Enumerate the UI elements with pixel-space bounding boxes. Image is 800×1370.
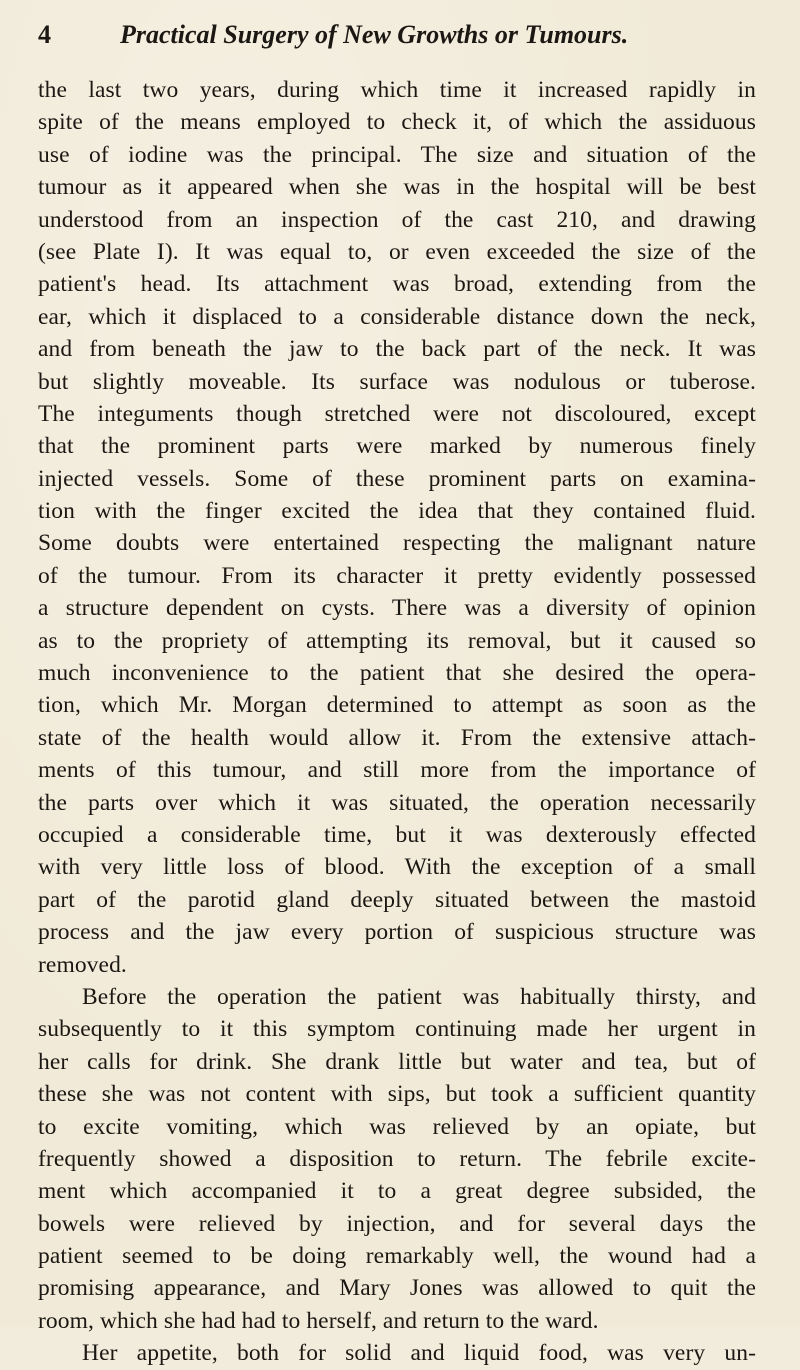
text-line: tumour as it appeared when she was in the hospital will be best (38, 174, 756, 201)
text-line: part of the parotid gland deeply situated between the mastoid (38, 886, 756, 913)
page-number: 4 (38, 20, 51, 49)
paragraph (38, 1337, 756, 1369)
text-line: bowels were relieved by injection, and for several days the (38, 1210, 756, 1237)
text-line: to excite vomiting, which was relieved by an opiate, but (38, 1113, 756, 1140)
body-text (38, 74, 756, 1370)
text-line: process and the jaw every portion of suspicious structure was (38, 919, 756, 946)
text-line: that the prominent parts were marked by numerous finely (38, 433, 756, 460)
text-line: ments of this tumour, and still more from the importance of (38, 757, 756, 784)
text-line: spite of the means employed to check it, of which the assiduous (38, 109, 756, 136)
running-head (38, 20, 758, 56)
text-line: and from beneath the jaw to the back part of the neck. It was (38, 336, 756, 363)
text-line: a structure dependent on cysts. There was a diversity of opinion (38, 595, 756, 622)
text-line: use of iodine was the principal. The size and situation of the (38, 141, 756, 168)
text-line: removed. (38, 951, 127, 978)
text-line: Her appetite, both for solid and liquid food, was very un- (82, 1340, 756, 1367)
text-line: understood from an inspection of the cast 210, and drawing (38, 206, 756, 233)
text-line: as to the propriety of attempting its removal, but it caused so (38, 627, 756, 654)
text-line: state of the health would allow it. From the extensive attach- (38, 724, 756, 751)
text-line: ment which accompanied it to a great degree subsided, the (38, 1178, 756, 1205)
text-line: injected vessels. Some of these prominent parts on examina- (38, 465, 756, 492)
text-line: but slightly moveable. Its surface was nodulous or tuberose. (38, 368, 756, 395)
text-line: room, which she had had to herself, and return to the ward. (38, 1307, 599, 1334)
text-line: the parts over which it was situated, the operation necessarily (38, 789, 756, 816)
text-line: her calls for drink. She drank little but water and tea, but of (38, 1048, 756, 1075)
text-line: these she was not content with sips, but took a sufficient quantity (38, 1081, 756, 1108)
text-line: with very little loss of blood. With the exception of a small (38, 854, 756, 881)
text-line: tion with the finger excited the idea that they contained fluid. (38, 498, 756, 525)
text-line: occupied a considerable time, but it was dexterously effected (38, 821, 756, 848)
text-line: The integuments though stretched were not discoloured, except (38, 400, 756, 427)
text-line: much inconvenience to the patient that she desired the opera- (38, 660, 756, 687)
text-line: frequently showed a disposition to return. The febrile excite- (38, 1145, 756, 1172)
text-line: patient seemed to be doing remarkably well, the wound had a (38, 1243, 756, 1270)
text-line: Before the operation the patient was habitually thirsty, and (82, 983, 756, 1010)
running-title: Practical Surgery of New Growths or Tumours. (120, 20, 629, 49)
text-line: ear, which it displaced to a considerable distance down the neck, (38, 303, 756, 330)
text-line: Some doubts were entertained respecting the malignant nature (38, 530, 756, 557)
text-line: the last two years, during which time it increased rapidly in (38, 77, 756, 103)
text-line: of the tumour. From its character it pretty evidently possessed (38, 562, 756, 589)
text-line: (see Plate I). It was equal to, or even exceeded the size of the (38, 238, 756, 265)
text-line: patient's head. Its attachment was broad, extending from the (38, 271, 756, 298)
text-line: promising appearance, and Mary Jones was allowed to quit the (38, 1275, 756, 1302)
paragraph (38, 981, 756, 1337)
text-line: tion, which Mr. Morgan determined to attempt as soon as the (38, 692, 756, 719)
paragraph (38, 74, 756, 981)
text-line: subsequently to it this symptom continuing made her urgent in (38, 1016, 756, 1043)
